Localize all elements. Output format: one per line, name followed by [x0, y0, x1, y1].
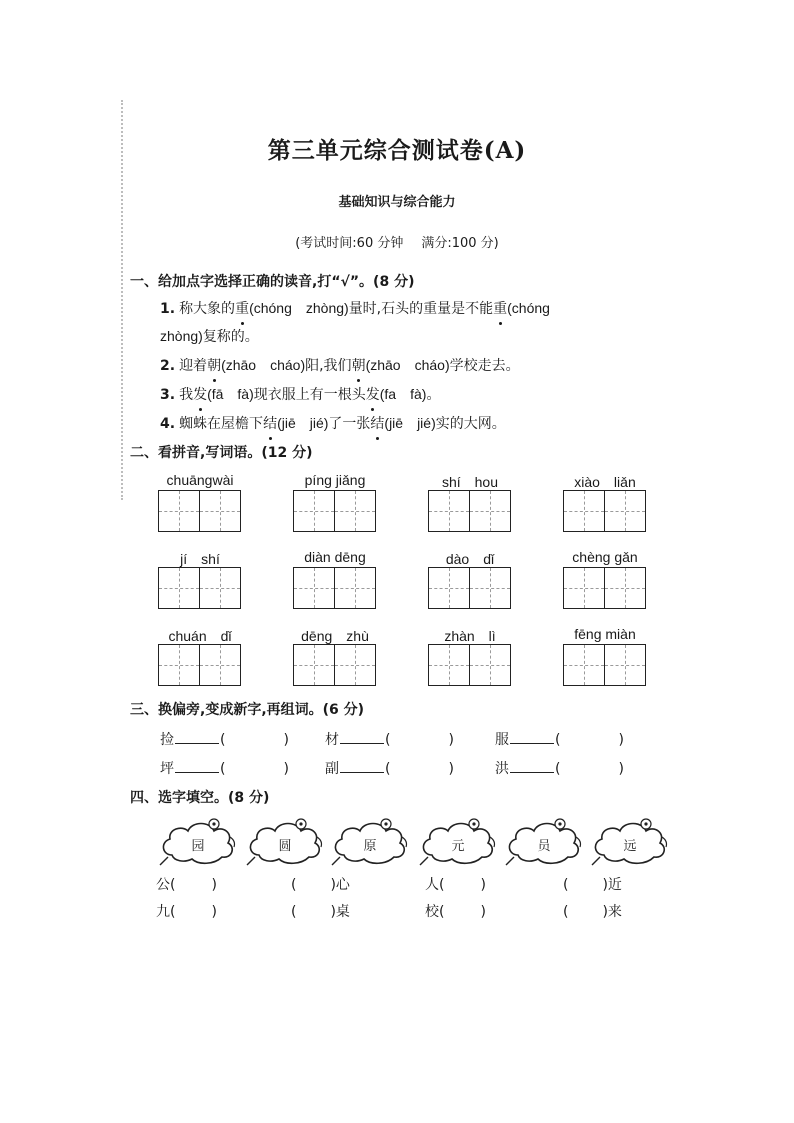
question-4: 4. 蜘蛛在屋檐下结(jiē jié)了一张结(jiē jié)实的大网。 — [160, 415, 506, 432]
pinyin-label: shí hou — [441, 474, 499, 490]
option-cloud — [418, 815, 498, 871]
pinyin-label: dēng zhù — [301, 628, 369, 644]
dotted-char: 朝 — [207, 355, 221, 375]
writing-boxes[interactable] — [428, 644, 511, 686]
writing-boxes[interactable] — [293, 644, 376, 686]
pinyin-label: diàn dēng — [304, 549, 366, 565]
writing-boxes[interactable] — [158, 644, 241, 686]
radical-item: 洪 ( ) — [495, 761, 624, 777]
answer-blank[interactable] — [340, 743, 384, 744]
writing-boxes[interactable] — [563, 490, 646, 532]
fill-item[interactable]: 校( ) — [425, 904, 486, 920]
answer-blank[interactable] — [340, 772, 384, 773]
option-cloud — [590, 815, 670, 871]
option-cloud — [158, 815, 238, 871]
pinyin-label: chèng gǎn — [572, 549, 638, 565]
writing-boxes[interactable] — [158, 490, 241, 532]
option-char: 远 — [623, 839, 637, 854]
option-cloud — [330, 815, 410, 871]
writing-boxes[interactable] — [428, 490, 511, 532]
option-char: 原 — [363, 839, 377, 854]
dotted-char: 结 — [263, 413, 277, 433]
exam-info — [0, 232, 794, 251]
radical-item: 材 ( ) — [325, 732, 454, 748]
section-2-heading: 二、看拼音,写词语。(12 分) — [130, 445, 313, 461]
writing-boxes[interactable] — [563, 567, 646, 609]
radical-item: 副 ( ) — [325, 761, 454, 777]
writing-boxes[interactable] — [293, 490, 376, 532]
writing-boxes[interactable] — [293, 567, 376, 609]
page-subtitle: 基础知识与综合能力 — [338, 195, 456, 210]
section-4-heading: 四、选字填空。(8 分) — [130, 790, 270, 806]
dotted-char: 朝 — [352, 355, 366, 375]
fill-item[interactable]: ( )来 — [563, 904, 622, 920]
option-char: 员 — [537, 839, 551, 854]
page-title: 第三单元综合测试卷(A) — [267, 137, 527, 164]
radical-item: 坪 ( ) — [160, 761, 289, 777]
section-3-heading: 三、换偏旁,变成新字,再组词。(6 分) — [130, 702, 365, 718]
question-1-line-1: 1. 称大象的重(chóng zhòng)量时,石头的重量是不能重(chóng — [160, 300, 550, 317]
fill-item[interactable]: 公( ) — [156, 877, 217, 893]
fill-item[interactable]: ( )心 — [291, 877, 350, 893]
option-char: 圆 — [278, 839, 292, 854]
pinyin-label: fēng miàn — [574, 626, 636, 642]
answer-blank[interactable] — [510, 772, 554, 773]
radical-item: 捡 ( ) — [160, 732, 289, 748]
pinyin-label: chuāngwài — [166, 472, 234, 488]
question-1-line-2: zhòng)复称的。 — [160, 328, 259, 345]
dotted-char: 重 — [493, 298, 507, 318]
pinyin-label: dào dǐ — [445, 551, 495, 567]
fill-item[interactable]: 人( ) — [425, 877, 486, 893]
option-char: 园 — [191, 839, 205, 854]
writing-boxes[interactable] — [158, 567, 241, 609]
answer-blank[interactable] — [175, 743, 219, 744]
pinyin-label: xiào liǎn — [574, 474, 636, 490]
option-cloud — [245, 815, 325, 871]
answer-blank[interactable] — [510, 743, 554, 744]
fill-item[interactable]: 九( ) — [156, 904, 217, 920]
pinyin-label: jí shí — [180, 551, 220, 567]
fill-item[interactable]: ( )近 — [563, 877, 622, 893]
option-cloud — [504, 815, 584, 871]
question-2: 2. 迎着朝(zhāo cháo)阳,我们朝(zhāo cháo)学校走去。 — [160, 357, 520, 374]
exam-time: (考试时间:60 分钟 — [295, 236, 404, 251]
option-char: 元 — [451, 839, 465, 854]
dotted-char: 结 — [370, 413, 384, 433]
dotted-char: 发 — [366, 384, 380, 404]
exam-score: 满分:100 分) — [421, 236, 499, 251]
answer-blank[interactable] — [175, 772, 219, 773]
pinyin-label: chuán dǐ — [168, 628, 232, 644]
section-1-heading: 一、给加点字选择正确的读音,打“√”。(8 分) — [130, 274, 415, 290]
writing-boxes[interactable] — [563, 644, 646, 686]
fill-item[interactable]: ( )桌 — [291, 904, 350, 920]
pinyin-label: zhàn lì — [444, 628, 496, 644]
writing-boxes[interactable] — [428, 567, 511, 609]
dotted-char: 发 — [193, 384, 207, 404]
dotted-char: 重 — [235, 298, 249, 318]
pinyin-label: píng jiǎng — [304, 472, 366, 488]
question-3: 3. 我发(fā fà)现衣服上有一根头发(fa fà)。 — [160, 386, 441, 403]
radical-item: 服 ( ) — [495, 732, 624, 748]
